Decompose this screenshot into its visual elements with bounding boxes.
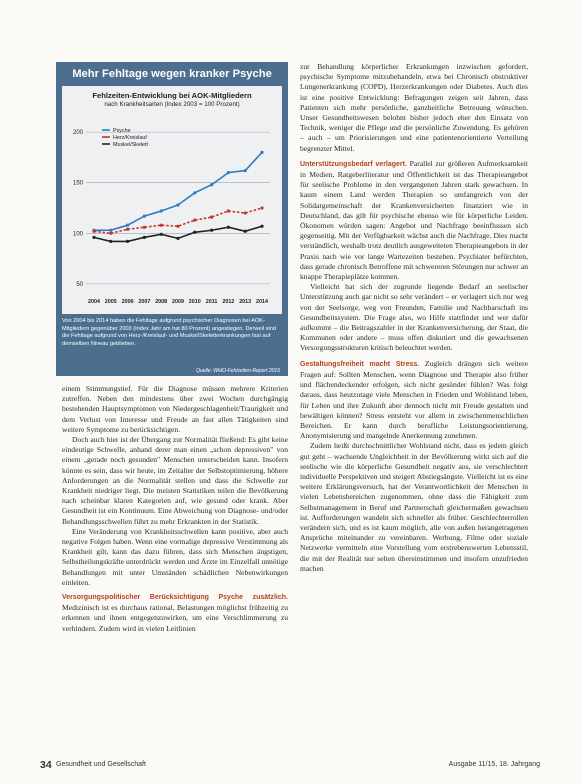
data-point	[109, 240, 112, 243]
page-footer	[40, 759, 540, 773]
x-tick-label: 2009	[172, 299, 184, 305]
paragraph: Eine Veränderung von Krankheitsschwellen kann positive, aber auch negative Folgen haben. Wenn eine vormalige depressive Verstimmung als Krankheit gilt, kann das dazu führen, dass sich Menschen ängstigen, Selbstheilungskräfte unterdrückt werden und Ärzte im Einzelfall unnötige Behandlungen mit unter Umständen schädlichen Nebenwirkungen einleiten.	[62, 526, 288, 587]
subheading: Versorgungspolitischer Berücksichtigung Psyche zusätzlich.	[62, 594, 288, 602]
data-point	[176, 203, 179, 206]
data-point	[126, 240, 129, 243]
footer-section: Gesundheit und Gesellschaft	[56, 761, 146, 768]
page-number: 34	[40, 759, 52, 771]
y-tick-label: 100	[72, 231, 83, 238]
data-point	[143, 236, 146, 239]
data-point	[244, 169, 247, 172]
series-line-0	[94, 152, 262, 230]
chart-title: Fehlzeiten-Entwicklung bei AOK-Mitgliedern	[92, 91, 252, 100]
x-tick-label: 2012	[222, 299, 235, 305]
data-point	[126, 224, 129, 227]
left-column	[62, 384, 288, 746]
legend-label: Muskel/Skelett	[113, 142, 149, 148]
y-tick-label: 150	[72, 180, 83, 187]
data-point	[260, 206, 263, 209]
paragraph: Medizinisch ist es durchaus rational, Belastungen möglichst frühzeitig zu erkennen und ihnen entgegenzuwirken, um eine Verschlimmerung zu verhindern. Zudem wird in vielen Leitlinien	[62, 603, 288, 633]
y-tick-label: 50	[76, 281, 83, 288]
data-point	[210, 216, 213, 219]
data-point	[193, 231, 196, 234]
data-point	[160, 209, 163, 212]
data-point	[227, 171, 230, 174]
data-point	[193, 191, 196, 194]
figure-title: Mehr Fehltage wegen kranker Psyche	[72, 68, 272, 80]
data-point	[227, 209, 230, 212]
x-tick-label: 2010	[188, 299, 201, 305]
paragraph: Zugleich drängen sich weitere Fragen auf: Sollten Menschen, wenn Diagnose und Therapie also früher und flächendeckender erfolgen, sich nicht gesünder fühlen? Was folgt daraus, dass heutzutage viele Menschen in Frieden und Wohlstand leben, für Leben und ihre Zukunft aber dennoch nicht mit Freude gestalten und bewältigen können? Stress entsteht vor allem in zwischenmenschlichen Bereichen. Er kann durch berufliche Leistungsorientierung, Anonymisierung und mangelnde Anerkennung zunehmen.	[300, 358, 528, 441]
legend-label: Psyche	[113, 128, 131, 134]
data-point	[109, 232, 112, 235]
data-point	[126, 228, 129, 231]
data-point	[210, 229, 213, 232]
legend-label: Herz/Kreislauf	[113, 135, 147, 141]
data-point	[92, 236, 95, 239]
right-column	[300, 62, 528, 748]
data-point	[143, 214, 146, 217]
footer-issue: Ausgabe 11/15, 18. Jahrgang	[448, 761, 540, 768]
x-tick-label: 2013	[239, 299, 252, 305]
data-point	[109, 229, 112, 232]
subheading: Unterstützungsbedarf verlagert.	[300, 160, 407, 168]
line-chart	[62, 86, 282, 314]
paragraph: Doch auch hier ist der Übergang zur Normalität fließend: Es gibt keine eindeutige Schwelle, anhand derer man einen „schon depressiven" von einem „gerade noch gesunden" Menschen unterscheiden kann. Insofern könnte es sein, dass wir heute, im Zeitalter der Selbstoptimierung, höhere Anforderungen an die Normalität stellen und dass die Schwelle zur Krankheit niedriger liegt. Die meisten Statistiken teilen die Bevölkerung nach scheinbar klaren Kategorien auf, wie gesund oder krank. Aber Gesundheit ist ein Kontinuum. Eine Abweichung von Diagnose- und/oder Behandlungsschwellen führt zu mehr Erkrankten in der Statistik.	[62, 435, 288, 526]
chart-subtitle: nach Krankheitsarten (Index 2003 = 100 Prozent)	[104, 101, 240, 108]
data-point	[176, 225, 179, 228]
data-point	[92, 230, 95, 233]
data-point	[260, 151, 263, 154]
x-tick-label: 2008	[155, 299, 168, 305]
data-point	[176, 237, 179, 240]
figure-source: Quelle: WIdO-Fehlzeiten-Report 2015	[196, 368, 280, 374]
paragraph: Vielleicht hat sich der zugrunde liegende Bedarf an seelischer Unterstützung auch gar nicht so sehr verändert – er verlagert sich nur weg von der Seelsorge, weg von Freunden, Familie und Nachbarschaft ins Gesundheitssystem. Die Frage also, wo Hilfe stattfindet und wer dafür aufkommt – die Beitragszahler in der Krankenversicherung, der Staat, die Kommunen oder andere – muss offen diskutiert und die gewachsenen Versorgungsstrukturen kritisch beleuchtet werden.	[300, 282, 528, 353]
x-tick-label: 2004	[88, 299, 100, 305]
paragraph: Zudem heißt durchschnittlicher Wohlstand nicht, dass es jedem gleich gut geht – wachsende Ungleichheit in der Bevölkerung wirkt sich auf die seelische wie die körperliche Gesundheit negativ aus, sie verschlechtert individuelle Perspektiven und steigert Abstiegsängste. Vielleicht ist es eine weitere Erklärungsversuch, hat der Verantwortlichkeit der Menschen in vielen Lebensbereichen zugenommen, ohne dass die Fähigkeit zum Selbstmanagement in Beruf und Partnerschaft gleichermaßen gewachsen ist. Aufforderungen wandeln sich schneller als früher. Geschlechterrollen verändern sich, und es ist kaum möglich, alle von außen herangetragenen Ansprüche miteinander zu vereinbaren. Werbung, Filme oder soziale Netzwerke vermitteln eine Vorstellung vom erstrebenswerten Lebensstil, die mit der Realität nur selten übereinstimmen und insofern unzufrieden machen	[300, 441, 528, 573]
paragraph: zur Behandlung körperlicher Erkrankungen inzwischen gefordert, psychische Symptome mitzubehandeln, etwa bei Chronisch obstruktiver Lungenerkrankung (COPD), Herzerkrankungen oder Diabetes. Auch dies ist eine positive Entwicklung: Befragungen zeigen seit Jahren, dass Patienten sich mehr persönliche, ganzheitliche Betreuung wünschen. Unser Gesundheitswesen belohnt bisher jedoch eher den Einsatz von Technik, weniger die Pflege und die persönliche Zuwendung. Es gehören – auch – um Priorisierungen und eine patientenorientierte Verteilung begrenzter Mittel.	[300, 62, 528, 153]
paragraph: einem Stimmungstief. Für die Diagnose müssen mehrere Kriterien zutreffen. Neben den mindestens über zwei Wochen durchgängig bestehenden Hauptsymptomen von Niedergeschlagenheit/Traurigkeit und dem Verlust von Interesse und Freude an fast allen Tätigkeiten sind weitere Symptome zu berücksichtigen.	[62, 384, 288, 434]
x-tick-label: 2005	[104, 299, 117, 305]
data-point	[244, 211, 247, 214]
x-tick-label: 2011	[205, 299, 218, 305]
x-tick-label: 2014	[256, 299, 268, 305]
data-point	[160, 224, 163, 227]
chart-panel	[62, 86, 282, 314]
y-tick-label: 200	[72, 130, 83, 137]
data-point	[160, 233, 163, 236]
chart-figure	[56, 62, 288, 376]
subheading: Gestaltungsfreiheit macht Stress.	[300, 360, 420, 368]
data-point	[210, 183, 213, 186]
x-tick-label: 2007	[138, 299, 151, 305]
data-point	[260, 225, 263, 228]
paragraph: Parallel zur größeren Aufmerksamkeit in Medien, Ratgeberliteratur und Öffentlichkeit ist das Therapieangebot für seelische Probleme in den vergangenen Jahren stark gewachsen. In kaum einem Land werden Therapien so umfangreich von der Solidargemeinschaft der Krankenversicherten finanziert wie in Deutschland, das gilt für psychische ebenso wie für körperliche Leiden. Ökonomen würden sagen: Angebot und Nachfrage beeinflussen sich gegenseitig. Mit der Verfügbarkeit wächst auch die Nachfrage. Dies macht verständlich, weshalb trotz deutlich ausgeweiteten Therapieangebots in der Praxis nach wie vor lange Wartezeiten bestehen. Psychiater befürchten, dass gerade chronisch Betroffene mit schwereren Störungen nur schwer an knappe Therapieplätze kommen.	[300, 158, 528, 282]
data-point	[227, 226, 230, 229]
data-point	[193, 219, 196, 222]
figure-caption: Von 2004 bis 2014 haben die Fehltage aufgrund psychischer Diagnosen bei AOK-Mitgliedern gegenüber 2003 (Index Jahr am hat 80 Prozent) angestiegen. Derweil sind die Fehltage aufgrund von Herz-/Kreislauf- und Muskel/Skeletterkrankungen fast auf demselben Niveau geblieben.	[62, 318, 276, 347]
x-tick-label: 2006	[121, 299, 134, 305]
data-point	[244, 230, 247, 233]
data-point	[143, 226, 146, 229]
